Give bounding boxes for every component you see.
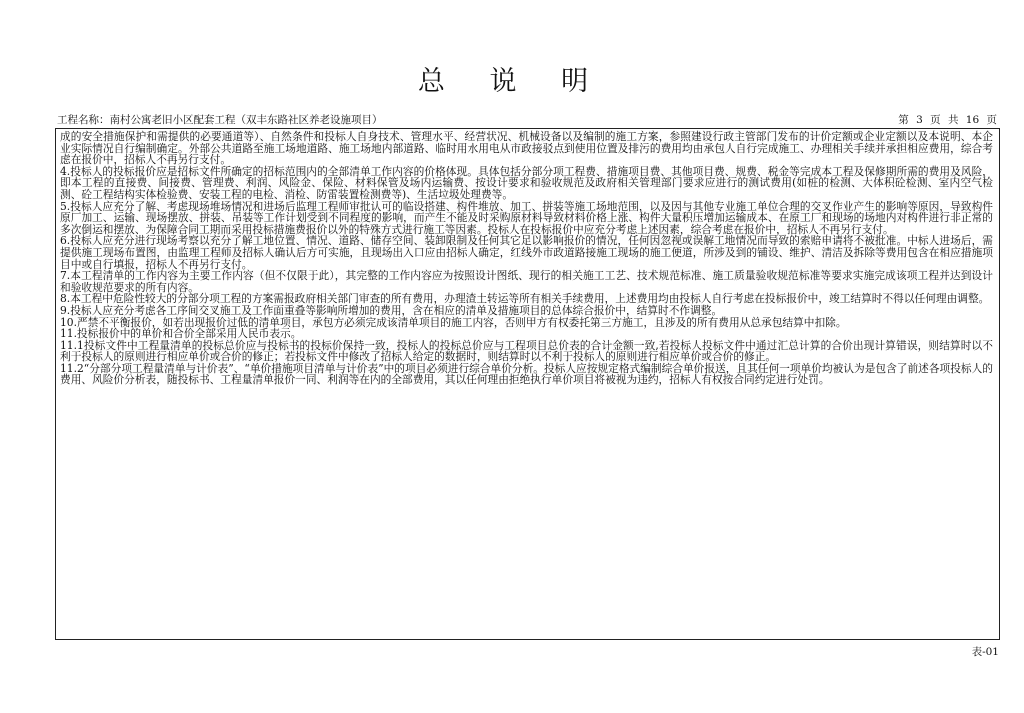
table-code: 表-01 — [971, 646, 999, 658]
header-row — [57, 112, 1001, 128]
paragraph-item-9: 9.投标人应充分考虑各工序间交叉施工及工作面重叠等影响所增加的费用，含在相应的清单及措施项目的总体综合报价中，结算时不作调整。 — [60, 303, 723, 317]
paragraph-item-8: 8.本工程中危险性较大的分部分项工程的方案需报政府相关部门审查的所有费用，办理渣土转运等所有相关手续费用，上述费用均由投标人自行考虑在投标报价中，竣工结算时不得以任何理由调整。 — [60, 292, 990, 306]
paragraph-item-6: 6.投标人应充分进行现场考察以充分了解工地位置、情况、道路、储存空间、装卸限制及任何其它足以影响报价的情况，任何因忽视或误解工地情况而导致的索赔申请将不被批准。中标人进场后，需提供施工现场布置图，由监理工程师及招标人确认后方可实施，且现场出入口应由招标人确定，红线外市政道路接施工现场的施工便道，所涉及到的铺设、维护、清洁及拆除等费用包含在相应措施项目中或自行填报，招标人不再另行支付。 — [60, 234, 993, 271]
paragraph-item-11-1: 11.1投标文件中工程量清单的投标总价应与投标书的投标价保持一致，投标人的投标总价应与工程项目总价表的合计金额一致,若投标人投标文件中通过汇总计算的合价出现计算错误，则结算时以不利于投标人的原则进行相应单价或合价的修正；若投标文件中修改了招标人给定的数据时，则结算时以不利于投标人的原则进行相应单价或合价的修正。 — [60, 338, 993, 364]
page-title: 总 说 明 — [417, 66, 607, 97]
paragraph-item-5: 5.投标人应充分了解、考虑现场堆场情况和进场后监理工程师审批认可的临设搭建、构件堆放、加工、拼装等施工场地范围，以及因与其他专业施工单位合理的交叉作业产生的影响等原因，导致构件原厂加工、运输、现场摆放、拼装、吊装等工作计划受到不同程度的影响，而产生不能及时采购原材料导致材料价格上涨、构件大量积压增加运输成本、在原工厂和现场的场地内对构件进行非正常的多次倒运和摆放、为保障合同工期而采用投标措施费报价以外的特殊方式进行施工等因素。投标人在投标报价中应充分考虑上述因素，综合考虑在报价中，招标人不再另行支付。 — [60, 199, 993, 236]
page-counter: 第 3 页 共 16 页 — [898, 114, 997, 126]
paragraph-item-11-2: 11.2“分部分项工程量清单与计价表”、“单价措施项目清单与计价表”中的项目必须进行综合单价分析。投标人应按规定格式编制综合单价报送，且其任何一项单价均被认为是包含了前述各项投标人的费用、风险价分析表，随投标书、工程量清单报价一同、利润等在内的全部费用，其以任何理由拒绝执行单价项目将被视为违约，招标人有权按合同约定进行处罚。 — [60, 361, 993, 387]
project-name: 工程名称：南村公寓老旧小区配套工程（双丰东路社区养老设施项目） — [57, 114, 383, 126]
paragraph-item-11: 11.投标报价中的单价和合价全部采用人民币表示。 — [60, 327, 302, 341]
paragraph-item-4: 4.投标人的投标报价应是招标文件所确定的招标范围内的全部清单工作内容的价格体现。具体包括分部分项工程费、措施项目费、其他项目费、规费、税金等完成本工程及保修期所需的费用及风险，即本工程的直接费、间接费、管理费、利润、风险金、保险、材料保管及场内运输费、按设计要求和验收规范及政府相关管理部门要求应进行的测试费用(如桩的检测、大体积砼检测、室内空气检测、砼工程结构实体检验费、安装工程的电检、消检、防雷装置检测费等)、生活垃圾处理费等。 — [60, 164, 993, 201]
paragraph-item-7: 7.本工程清单的工作内容为主要工作内容（但不仅限于此），其完整的工作内容应为按照设计图纸、现行的相关施工工艺、技术规范标准、施工质量验收规范标准等要求实施完成该项工程并达到设计和验收规范要求的所有内容。 — [60, 269, 993, 294]
description-box — [55, 128, 1000, 640]
paragraph-item-10: 10.严禁不平衡报价，如若出现报价过低的清单项目，承包方必须完成该清单项目的施工内容，否则甲方有权委托第三方施工，且涉及的所有费用从总承包结算中扣除。 — [60, 315, 847, 329]
paragraph-continuation: 成的安全措施保护和需提供的必要通道等）、自然条件和投标人自身技术、管理水平、经营状况、机械设备以及编制的施工方案，参照建设行政主管部门发布的计价定额或企业定额以及本说明、本企业实际情况自行编制确定。外部公共道路至施工场地道路、施工场地内部道路、临时用水用电从市政接驳点到使用位置及排污的费用均由承包人自行完成施工、办理相关手续并承担相应费用，综合考虑在报价中，招标人不再另行支付。 — [60, 130, 993, 167]
